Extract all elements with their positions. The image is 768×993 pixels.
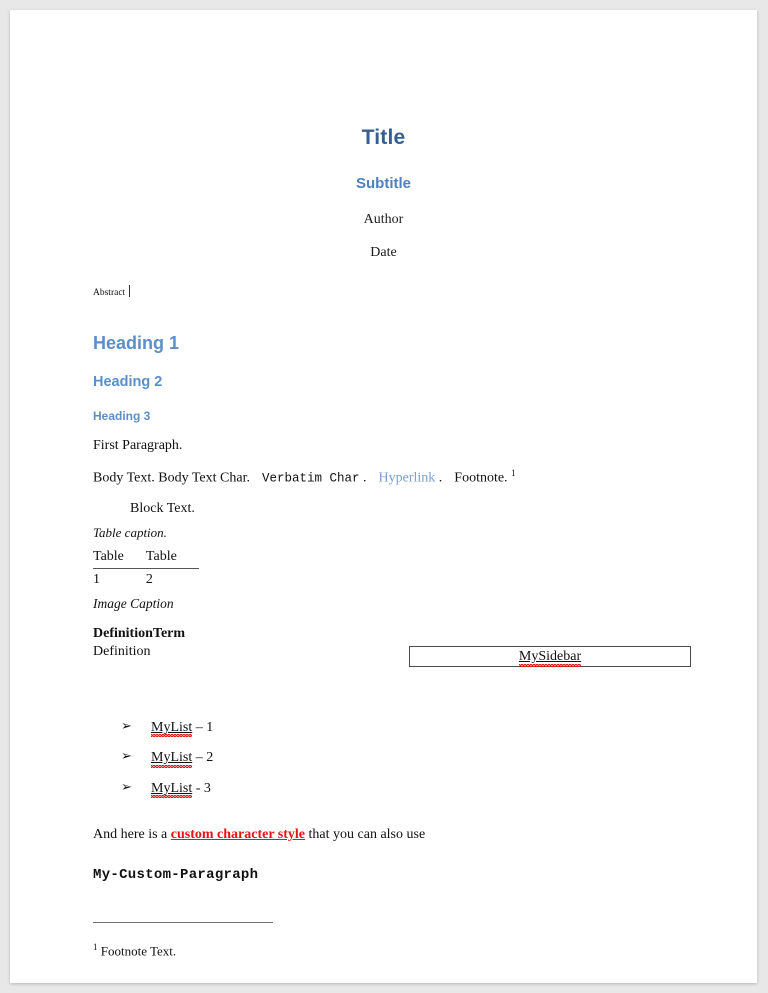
document-page[interactable]: [10, 10, 757, 983]
sidebar-frame[interactable]: [409, 646, 691, 667]
first-paragraph: First Paragraph.: [93, 437, 183, 453]
heading-level-2: Heading 2: [93, 373, 163, 390]
list-item-suffix: - 3: [192, 780, 211, 796]
body-text-char-run: Body Text Char.: [158, 470, 250, 486]
list-item[interactable]: [93, 780, 697, 811]
arrow-bullet-icon: ➢: [121, 718, 132, 734]
verbatim-period: .: [363, 470, 367, 486]
heading-level-3: Heading 3: [93, 409, 151, 424]
hyperlink[interactable]: Hyperlink: [378, 470, 436, 486]
sidebar-label: MySidebar: [519, 647, 581, 666]
custom-lead-text: And here is a: [93, 827, 171, 843]
list-item-name: MyList: [151, 719, 192, 737]
table-header-row: [93, 548, 199, 568]
front-matter: [10, 10, 757, 262]
table-row: [93, 568, 199, 588]
custom-trail-text: that you can also use: [305, 827, 426, 843]
document-body: [93, 262, 697, 960]
table-header-cell: Table: [93, 548, 146, 568]
spellcheck-underline-icon: [151, 765, 192, 768]
footnote-reference-mark[interactable]: 1: [511, 468, 516, 478]
list-item[interactable]: [93, 749, 697, 780]
list-item-suffix: – 2: [192, 750, 214, 766]
arrow-bullet-list: [93, 661, 697, 811]
spellcheck-underline-icon: [519, 664, 581, 667]
date-line: Date: [370, 244, 397, 260]
image-caption: Image Caption: [93, 596, 174, 612]
definition-body: Definition: [93, 644, 151, 660]
page-subtitle: Subtitle: [356, 175, 411, 193]
list-item-name: MyList: [151, 780, 192, 798]
spellcheck-underline-icon: [151, 795, 192, 798]
body-text-run: Body Text.: [93, 470, 155, 486]
footnote-entry: [93, 923, 697, 960]
page-title: Title: [361, 126, 406, 149]
verbatim-char-run: Verbatim Char: [261, 471, 360, 486]
custom-character-style-run: custom character style: [170, 827, 306, 843]
arrow-bullet-icon: ➢: [121, 779, 132, 795]
footnote-body-text: Footnote Text.: [100, 943, 177, 959]
footnote-reference-text: Footnote.: [454, 470, 508, 486]
list-item-text: [151, 749, 213, 767]
custom-paragraph: My-Custom-Paragraph: [93, 866, 259, 883]
list-item[interactable]: [93, 719, 697, 750]
sample-table: [93, 548, 199, 588]
table-header-cell: Table: [146, 548, 199, 568]
list-item-name: MyList: [151, 749, 192, 767]
heading-level-1: Heading 1: [93, 333, 180, 354]
list-item-suffix: – 1: [192, 719, 214, 735]
table-cell: 2: [145, 571, 153, 587]
table-cell: 1: [93, 571, 100, 587]
author-line: Author: [363, 212, 404, 228]
abstract-block[interactable]: [93, 285, 697, 299]
block-text: Block Text.: [130, 501, 195, 517]
text-cursor: [129, 285, 130, 297]
arrow-bullet-icon: ➢: [121, 749, 132, 765]
list-item-text: [151, 780, 211, 798]
list-item-text: [151, 719, 213, 737]
table-caption: Table caption.: [93, 524, 167, 540]
spellcheck-underline-icon: [151, 734, 192, 737]
styles-sample-line: [93, 454, 697, 487]
hyperlink-period: .: [438, 470, 443, 486]
abstract-label: Abstract: [93, 287, 126, 298]
definition-term: DefinitionTerm: [93, 625, 186, 641]
custom-character-style-line: [93, 810, 697, 844]
footnote-mark: 1: [93, 942, 98, 953]
